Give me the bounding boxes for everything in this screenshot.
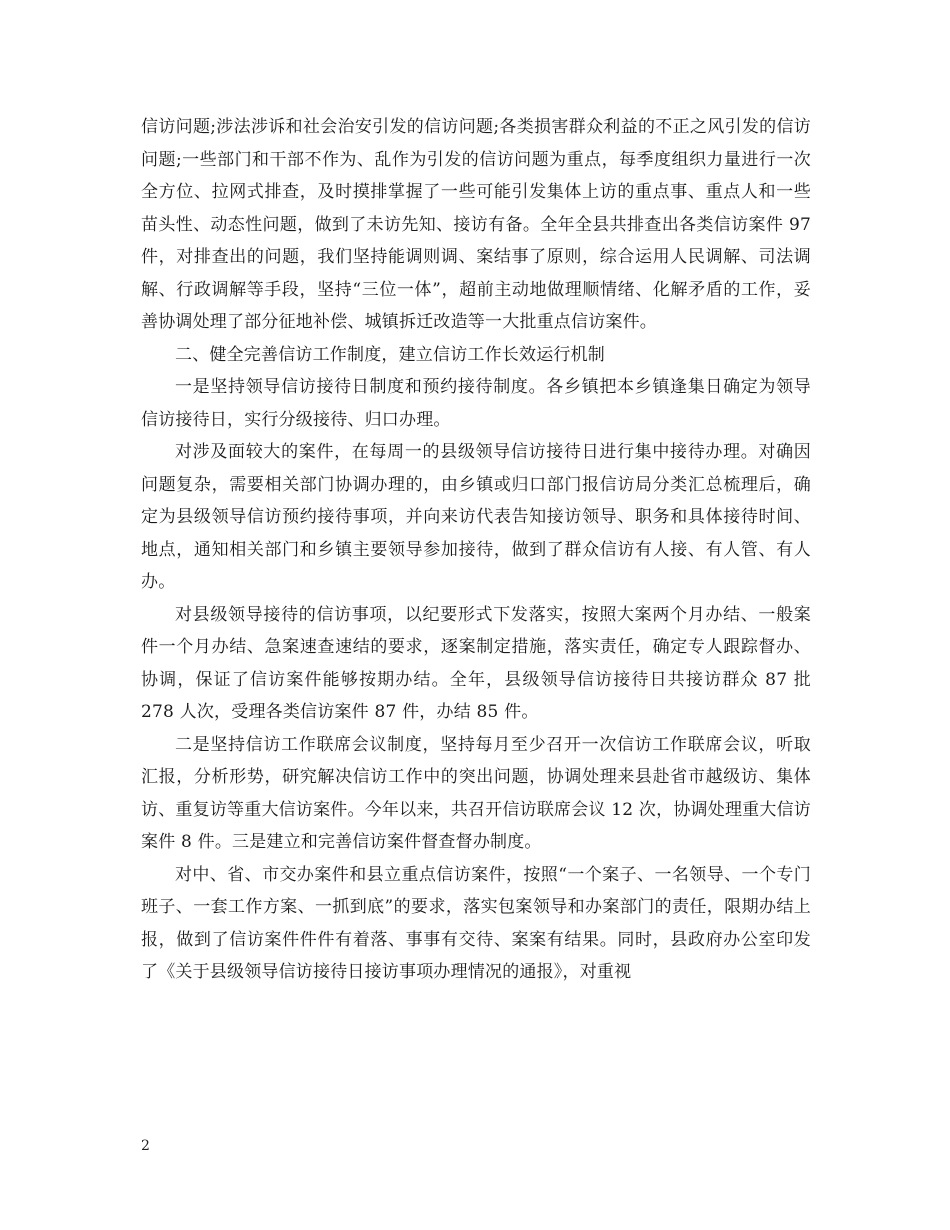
paragraph: 对涉及面较大的案件，在每周一的县级领导信访接待日进行集中接待办理。对确因问题复杂，需要相关部门协调办理的，由乡镇或归口部门报信访局分类汇总梳理后，确定为县级领导信访预约接待事项，并向来访代表告知接访领导、职务和具体接待时间、地点，通知相关部门和乡镇主要领导参加接待，做到了群众信访有人接、有人管、有人办。	[141, 442, 811, 592]
paragraph: 对中、省、市交办案件和县立重点信访案件，按照“一个案子、一名领导、一个专门班子、一套工作方案、一抓到底”的要求，落实包案领导和办案部门的责任，限期办结上报，做到了信访案件件件有着落、事事有交待、案案有结果。同时，县政府办公室印发了《关于县级领导信访接待日接访事项办理情况的通报》，对重视	[141, 864, 811, 982]
section-heading: 二、健全完善信访工作制度，建立信访工作长效运行机制	[175, 344, 605, 365]
document-body	[141, 111, 811, 989]
paragraph: 对县级领导接待的信访事项，以纪要形式下发落实，按照大案两个月办结、一般案件一个月办结、急案速查速结的要求，逐案制定措施，落实责任，确定专人跟踪督办、协调，保证了信访案件能够按期办结。全年，县级领导信访接待日共接访群众 87 批 278 人次，受理各类信访案件 87 件，办结 85 件。	[141, 604, 811, 722]
paragraph: 二是坚持信访工作联席会议制度，坚持每月至少召开一次信访工作联席会议，听取汇报，分析形势，研究解决信访工作中的突出问题，协调处理来县赴省市越级访、集体访、重复访等重大信访案件。今年以来，共召开信访联席会议 12 次，协调处理重大信访案件 8 件。三是建立和完善信访案件督查督办制度。	[141, 734, 811, 852]
paragraph: 一是坚持领导信访接待日制度和预约接待制度。各乡镇把本乡镇逢集日确定为领导信访接待日，实行分级接待、归口办理。	[141, 377, 811, 430]
page-number: 2	[141, 1138, 150, 1154]
paragraph-continuation: 信访问题;涉法涉诉和社会治安引发的信访问题;各类损害群众利益的不正之风引发的信访问题;一些部门和干部不作为、乱作为引发的信访问题为重点，每季度组织力量进行一次全方位、拉网式排查，及时摸排掌握了一些可能引发集体上访的重点事、重点人和一些苗头性、动态性问题，做到了未访先知、接访有备。全年全县共排查出各类信访案件 97 件，对排查出的问题，我们坚持能调则调、案结事了原则，综合运用人民调解、司法调解、行政调解等手段，坚持“三位一体”，超前主动地做理顺情绪、化解矛盾的工作，妥善协调处理了部分征地补偿、城镇拆迁改造等一大批重点信访案件。	[141, 117, 811, 332]
